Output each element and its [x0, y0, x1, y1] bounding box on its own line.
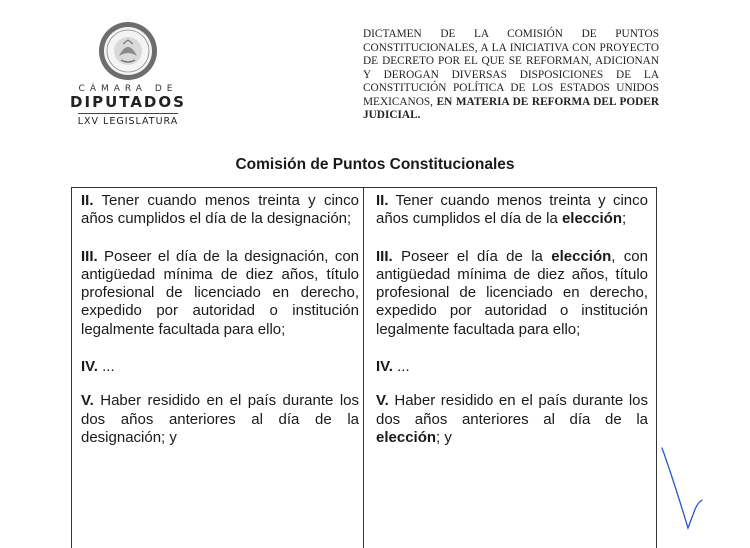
- right-column: [364, 188, 656, 548]
- seal-icon: [97, 20, 159, 82]
- comparison-table: [71, 187, 657, 548]
- logo-line-camara: CÁMARA DE: [78, 84, 178, 94]
- commission-title: Comisión de Puntos Constitucionales: [235, 156, 515, 173]
- dictamen-header-bold: EN MATERIA DE REFORMA DEL PODER JUDICIAL.: [363, 95, 660, 121]
- dictamen-header: [363, 28, 659, 123]
- left-column: [72, 188, 364, 548]
- dictamen-header-text: DICTAMEN DE LA COMISIÓN DE PUNTOS CONSTITUCIONALES, A LA INICIATIVA CON PROYECTO DE DECRETO POR EL QUE SE REFORMAN, ADICIONAN Y DEROGAN DIVERSAS DISPOSICIONES DE LA CONSTITUCIÓN POLÍTICA DE LOS ESTADOS UNIDOS MEXICANOS,: [363, 28, 659, 108]
- right-fraction-iv: IV. ...: [376, 358, 410, 376]
- logo-line-legislatura: LXV LEGISLATURA: [78, 113, 179, 127]
- left-fraction-ii: II. Tener cuando menos treinta y cinco años cumplidos el día de la designación;: [81, 192, 359, 228]
- signature-mark: [650, 440, 750, 535]
- logo-line-diputados: DIPUTADOS: [70, 93, 186, 111]
- chamber-logo: [68, 20, 188, 129]
- left-fraction-v: V. Haber residido en el país durante los dos años anteriores al día de la designación; y: [81, 392, 359, 446]
- left-fraction-iii: III. Poseer el día de la designación, con antigüedad mínima de diez años, título profesional de licenciado en derecho, expedido por autoridad o institución legalmente facultada para ello;: [81, 247, 359, 338]
- right-fraction-ii: II. Tener cuando menos treinta y cinco años cumplidos el día de la elección;: [376, 192, 648, 228]
- left-fraction-iv: IV. ...: [81, 358, 115, 376]
- right-fraction-v: V. Haber residido en el país durante los dos años anteriores al día de la elección; y: [376, 392, 648, 446]
- right-fraction-iii: III. Poseer el día de la elección, con antigüedad mínima de diez años, título profesional de licenciado en derecho, expedido por autoridad o institución legalmente facultada para ello;: [376, 247, 648, 338]
